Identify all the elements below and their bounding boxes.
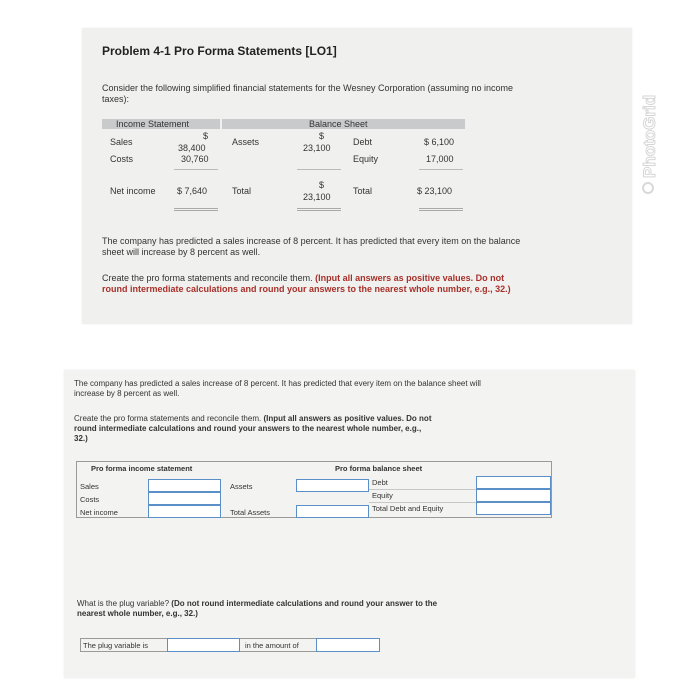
equity-value: 17,000 bbox=[426, 154, 454, 164]
plug-question-bold: (Do not round intermediate calculations and round your answer to the nearest whole number, e.g., 32.) bbox=[77, 599, 438, 618]
plug-question bbox=[77, 599, 467, 619]
instruction-text-2 bbox=[74, 414, 434, 444]
total-right-label: Total bbox=[353, 186, 373, 196]
plug-amount-input[interactable] bbox=[316, 638, 380, 652]
net-income-label: Net income bbox=[110, 186, 156, 196]
pf-income-header: Pro forma income statement bbox=[91, 464, 193, 473]
pf-costs-input[interactable] bbox=[148, 492, 221, 505]
pf-total-debt-equity-input[interactable] bbox=[476, 502, 551, 515]
plug-question-plain: What is the plug variable? bbox=[77, 599, 170, 608]
pf-total-assets-label: Total Assets bbox=[230, 508, 271, 517]
sales-value: 38,400 bbox=[178, 143, 206, 153]
instruction-bold: (Input all answers as positive values. Do not round intermediate calculations and round your answers to the nearest whole number, e.g., 32.) bbox=[102, 273, 511, 294]
prediction-text-2: The company has predicted a sales increase of 8 percent. It has predicted that every item on the balance sheet will increase by 8 percent as well. bbox=[74, 379, 481, 398]
balance-sheet-header: Balance Sheet bbox=[309, 119, 368, 129]
instruction-plain: Create the pro forma statements and reconcile them. bbox=[102, 273, 313, 283]
pf-assets-input[interactable] bbox=[296, 479, 369, 492]
amount-label: in the amount of bbox=[245, 641, 299, 650]
instruction-plain-2: Create the pro forma statements and reconcile them. bbox=[74, 414, 262, 423]
pf-net-income-input[interactable] bbox=[148, 505, 221, 518]
pf-debt-input[interactable] bbox=[476, 476, 551, 489]
pf-equity-input[interactable] bbox=[476, 489, 551, 502]
sales-label: Sales bbox=[110, 137, 133, 147]
prediction-text: The company has predicted a sales increase of 8 percent. It has predicted that every item on the balance sheet will increase by 8 percent as well. bbox=[102, 236, 521, 257]
assets-value: 23,100 bbox=[303, 143, 331, 153]
equity-underline bbox=[419, 169, 463, 170]
assets-underline bbox=[297, 169, 341, 170]
pf-equity-row-line bbox=[369, 502, 476, 503]
assets-label: Assets bbox=[232, 137, 260, 147]
plug-row bbox=[80, 638, 380, 652]
problem-title: Problem 4-1 Pro Forma Statements [LO1] bbox=[102, 44, 337, 58]
total-currency: $ bbox=[319, 180, 325, 190]
net-income-value: $ 7,640 bbox=[177, 186, 208, 196]
assets-currency: $ bbox=[319, 131, 325, 141]
pf-net-income-label: Net income bbox=[80, 508, 118, 517]
pf-assets-label: Assets bbox=[230, 482, 253, 491]
pf-costs-label: Costs bbox=[80, 495, 100, 504]
plug-variable-input[interactable] bbox=[167, 638, 240, 652]
instruction-text bbox=[102, 273, 512, 295]
debt-label: Debt bbox=[353, 137, 373, 147]
pf-total-assets-input[interactable] bbox=[296, 505, 369, 518]
instruction-bold-2: (Input all answers as positive values. Do not round intermediate calculations and round your answers to the nearest whole number, e.g., 32.) bbox=[74, 414, 432, 443]
costs-value: 30,760 bbox=[181, 154, 209, 164]
intro-text: Consider the following simplified financial statements for the Wesney Corporation (assuming no income taxes): bbox=[102, 83, 514, 104]
plug-label: The plug variable is bbox=[83, 641, 149, 650]
pro-forma-table bbox=[76, 461, 552, 518]
pf-sales-input[interactable] bbox=[148, 479, 221, 492]
photogrid-watermark bbox=[628, 60, 668, 200]
total-right-double-rule bbox=[419, 208, 463, 211]
costs-label: Costs bbox=[110, 154, 134, 164]
total-assets-value: 23,100 bbox=[303, 192, 331, 202]
pf-equity-label: Equity bbox=[372, 491, 393, 500]
income-statement-header: Income Statement bbox=[116, 119, 190, 129]
costs-underline bbox=[174, 169, 218, 170]
watermark-logo-icon bbox=[643, 183, 653, 193]
equity-label: Equity bbox=[353, 154, 379, 164]
pf-debt-label: Debt bbox=[372, 478, 388, 487]
pf-debt-row-line bbox=[369, 489, 476, 490]
pf-total-debt-equity-label: Total Debt and Equity bbox=[372, 504, 444, 513]
problem-card bbox=[82, 28, 632, 324]
total-label: Total bbox=[232, 186, 252, 196]
debt-value: $ 6,100 bbox=[424, 137, 455, 147]
total-assets-double-rule bbox=[297, 208, 341, 211]
sales-currency: $ bbox=[203, 131, 209, 141]
net-income-double-rule bbox=[174, 208, 218, 211]
pf-balance-header: Pro forma balance sheet bbox=[335, 464, 423, 473]
answer-card bbox=[64, 370, 635, 678]
total-right-value: $ 23,100 bbox=[417, 186, 453, 196]
watermark-text: PhotoGrid bbox=[640, 94, 659, 178]
pf-sales-label: Sales bbox=[80, 482, 99, 491]
